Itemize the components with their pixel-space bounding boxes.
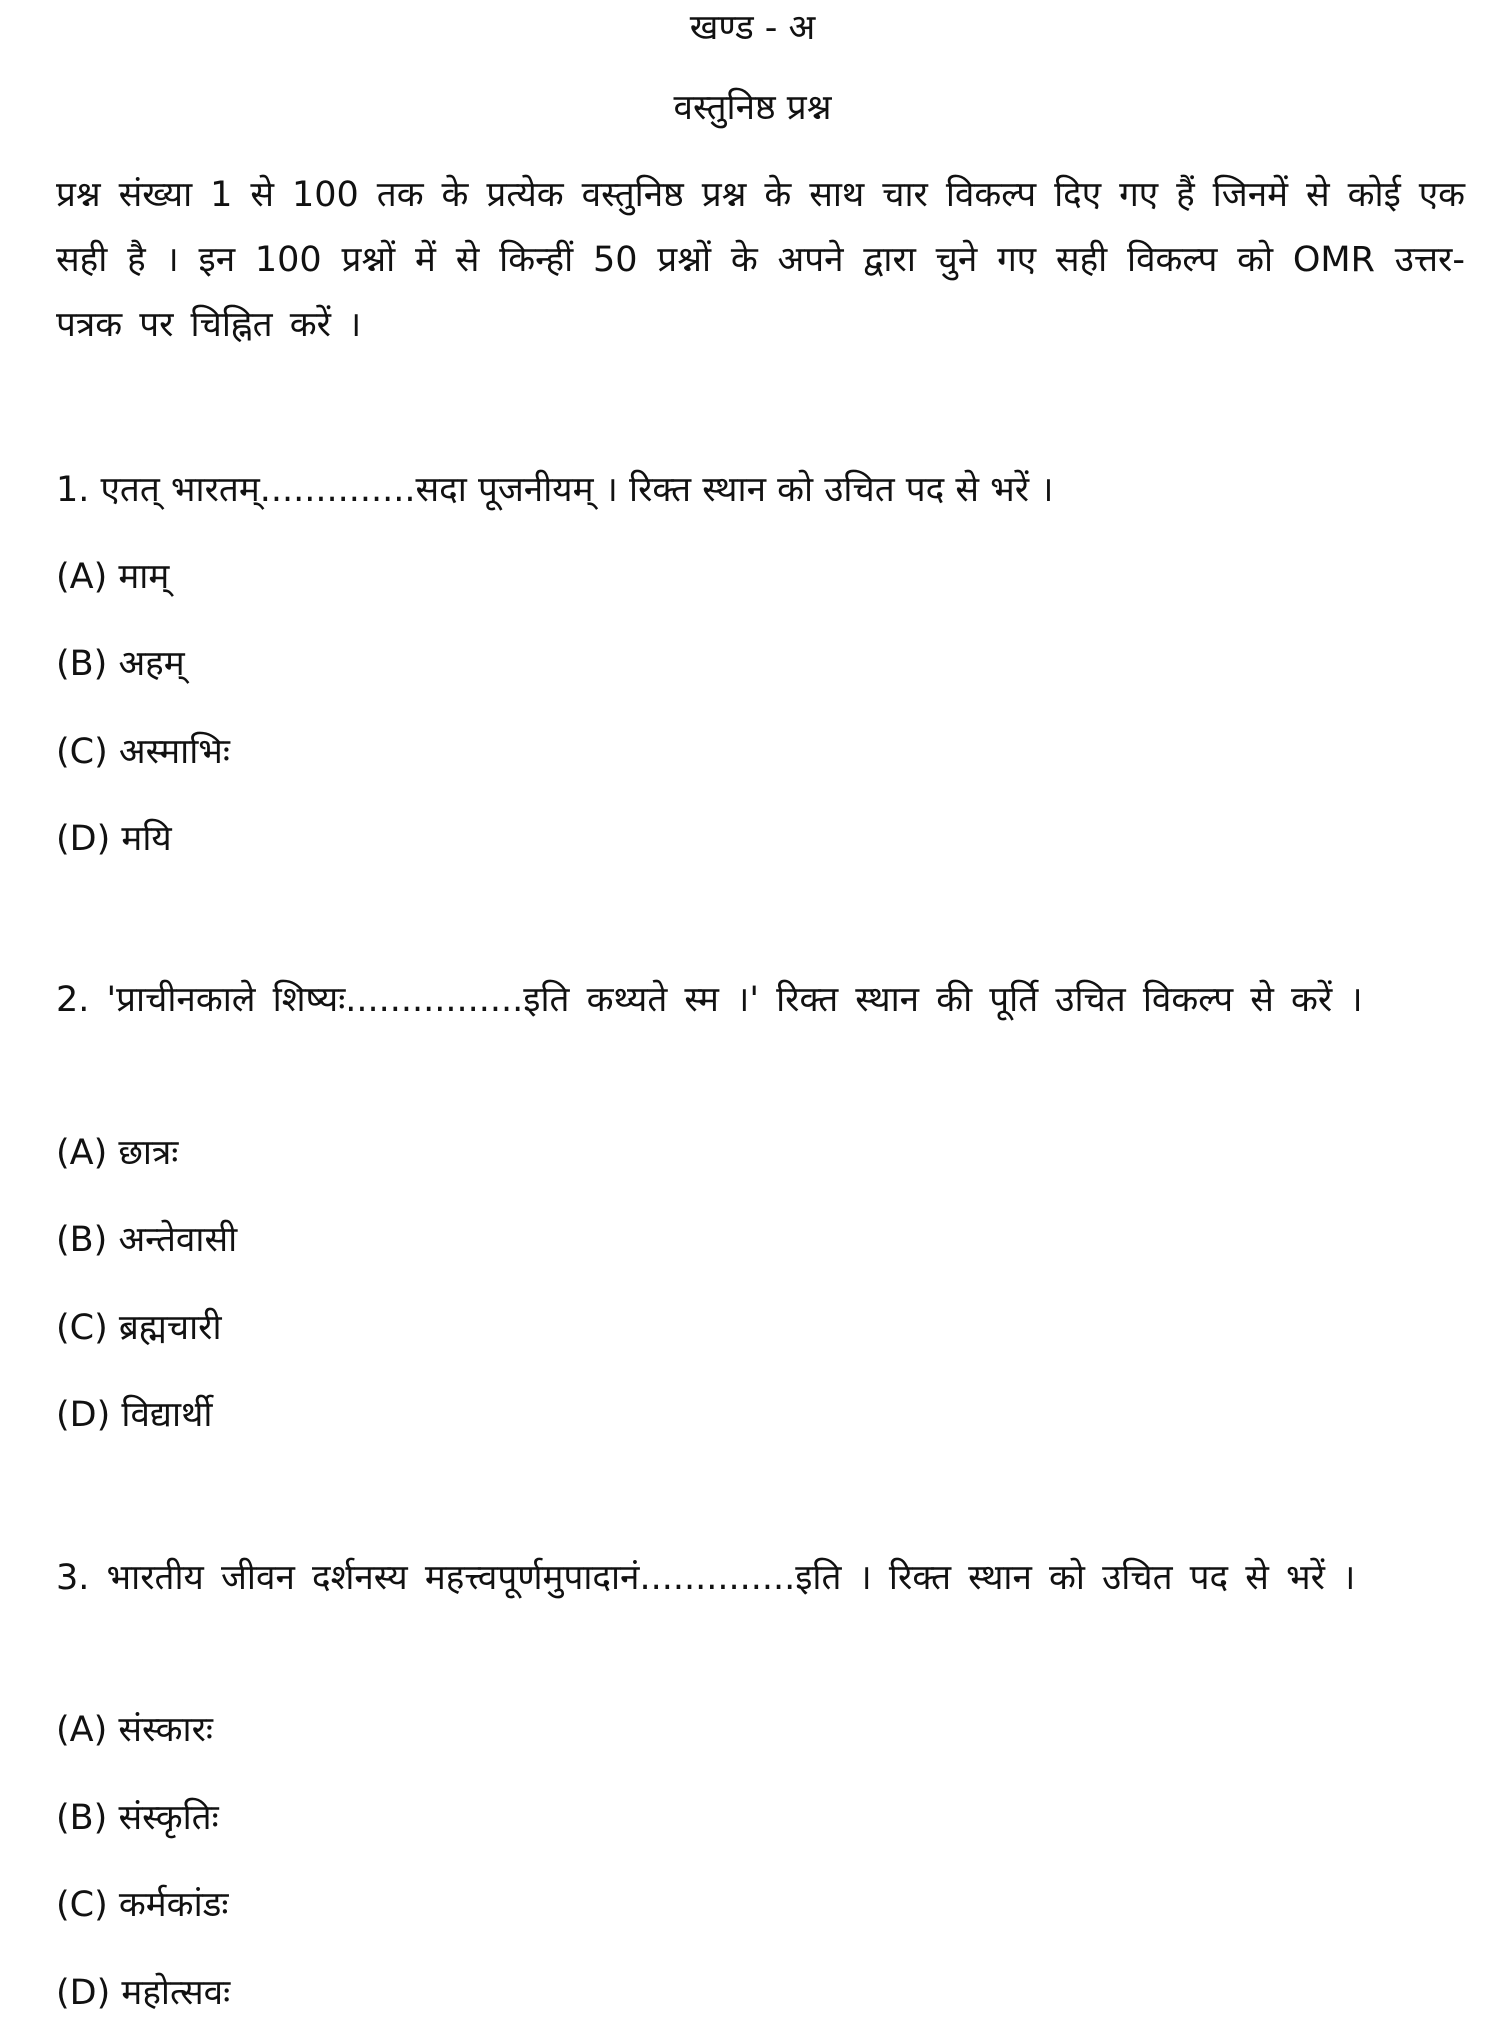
- option-a: (A) छात्रः: [56, 1133, 179, 1173]
- section-title: खण्ड - अ: [689, 8, 816, 48]
- instructions: प्रश्न संख्या 1 से 100 तक के प्रत्येक वस्तुनिष्ठ प्रश्न के साथ चार विकल्प दिए गए हैं जिनमें से कोई एक सही है । इन 100 प्रश्नों में से किन्हीं 50 प्रश्नों के अपने द्वारा चुने गए सही विकल्प को OMR उत्तर-पत्रक पर चिह्नित करें ।: [56, 175, 1465, 345]
- option-b: (B) संस्कृतिः: [56, 1798, 219, 1838]
- option-d: (D) मयि: [56, 819, 172, 859]
- question-text: 2. 'प्राचीनकाले शिष्यः................इति कथ्यते स्म ।' रिक्त स्थान की पूर्ति उचित विकल्प से करें ।: [56, 980, 1363, 1020]
- question-text: 1. एतत् भारतम्..............सदा पूजनीयम् । रिक्त स्थान को उचित पद से भरें ।: [56, 470, 1054, 510]
- option-a: (A) संस्कारः: [56, 1710, 213, 1750]
- option-a: (A) माम्: [56, 557, 170, 597]
- option-c: (C) ब्रह्मचारी: [56, 1308, 222, 1348]
- question-text: 3. भारतीय जीवन दर्शनस्य महत्त्वपूर्णमुपादानं..............इति । रिक्त स्थान को उचित पद से भरें ।: [56, 1558, 1356, 1598]
- option-c: (C) अस्माभिः: [56, 732, 230, 772]
- option-b: (B) अन्तेवासी: [56, 1220, 238, 1260]
- option-c: (C) कर्मकांडः: [56, 1885, 229, 1925]
- section-subtitle: वस्तुनिष्ठ प्रश्न: [673, 88, 832, 128]
- option-d: (D) विद्यार्थी: [56, 1395, 213, 1435]
- option-d: (D) महोत्सवः: [56, 1973, 231, 2013]
- option-b: (B) अहम्: [56, 644, 185, 684]
